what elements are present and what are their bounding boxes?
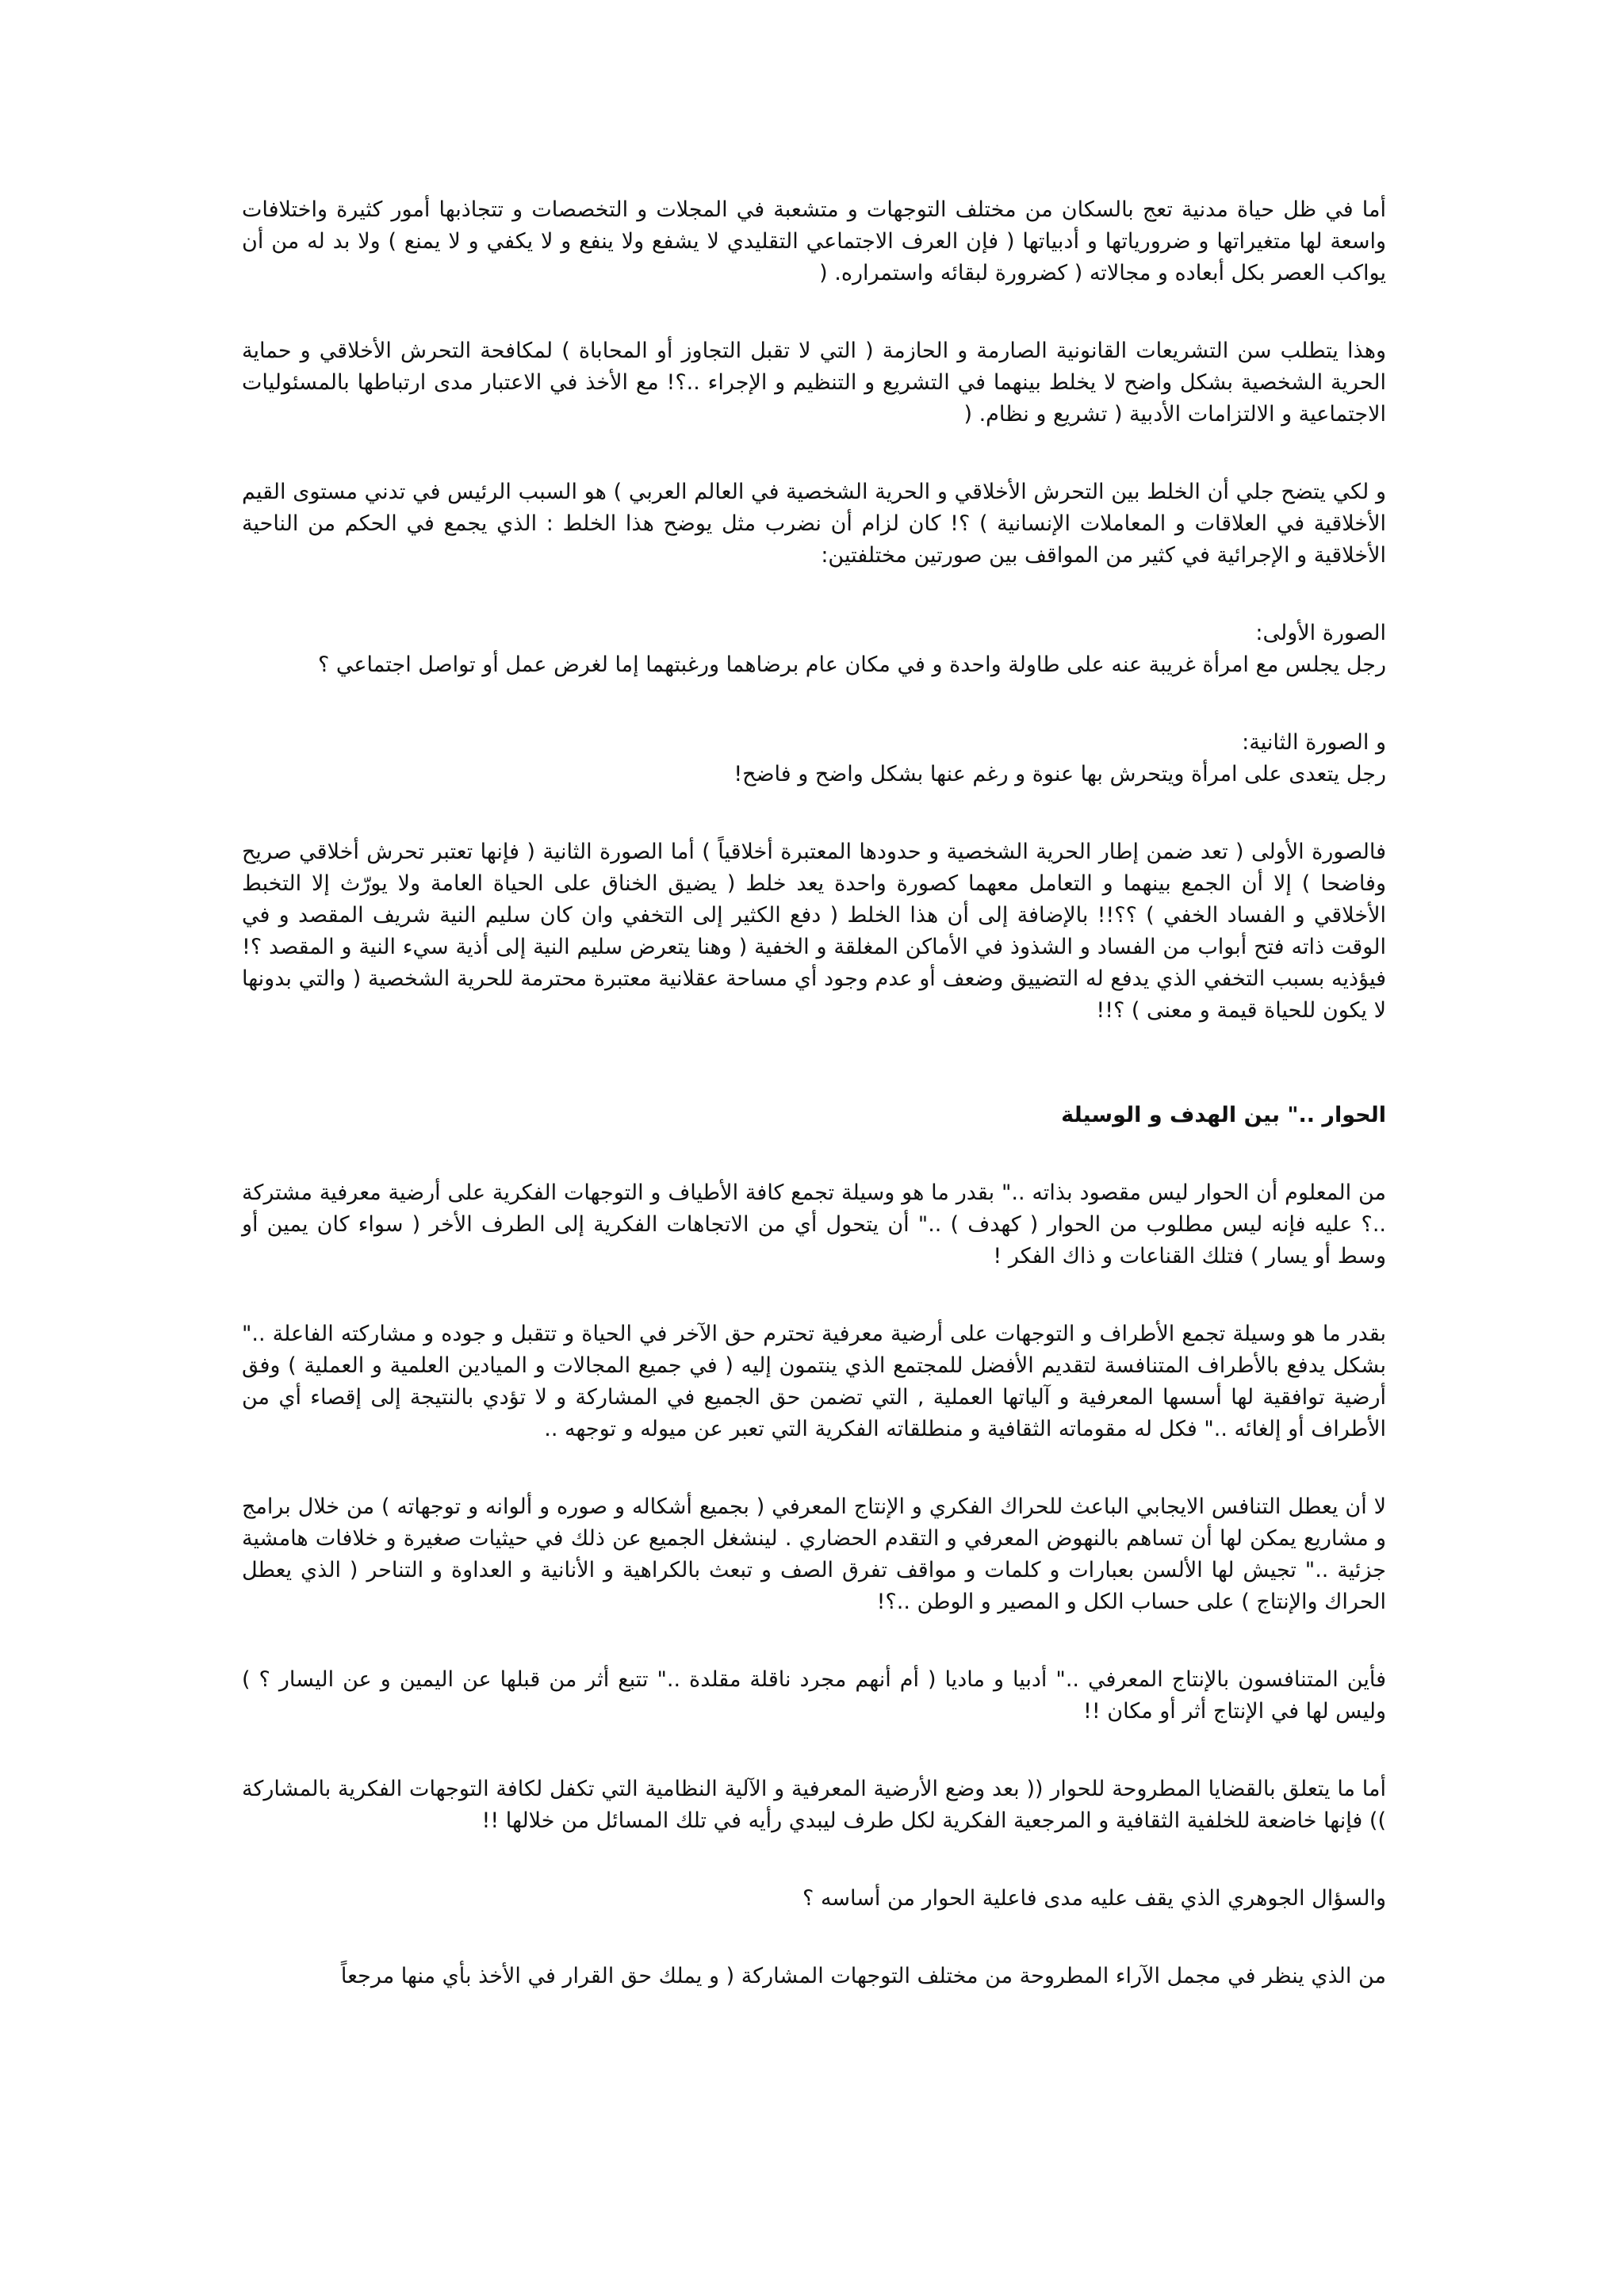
paragraph-key-question: والسؤال الجوهري الذي يقف عليه مدى فاعلية الحوار من أساسه ؟: [802, 1886, 1386, 1911]
first-image-block: [242, 618, 1386, 681]
second-image-block: [242, 727, 1386, 790]
paragraph-comparison: فالصورة الأولى ( تعد ضمن إطار الحرية الشخصية و حدودها المعتبرة أخلاقياً ) أما الصورة الثانية ( فإنها تعتبر تحرش أخلاقي صريح وفاضحا ) إلا أن الجمع بينهما و التعامل معهما كصورة واحدة يعد خلط ( يضيق الخناق على الحياة العامة ولا يورّث إلا التخبط الأخلاقي و الفساد الخفي ) ؟؟!! بالإضافة إلى أن هذا الخلط ( دفع الكثير إلى التخفي وان كان سليم النية شريف المقصد و في الوقت ذاته فتح أبواب من الفساد و الشذوذ في الأماكن المغلقة و الخفية ( وهنا يتعرض سليم النية إلى أذية سيء النية و المقصد ؟! فيؤذيه بسبب التخفي الذي يدفع له التضييق وضعف أو عدم وجود أي مساحة عقلانية معتبرة محترمة للحرية الشخصية ( والتي بدونها لا يكون للحياة قيمة و معنى ) ؟!!: [242, 840, 1386, 1023]
paragraph-decision-maker: من الذي ينظر في مجمل الآراء المطروحة من مختلف التوجهات المشاركة ( و يملك حق القرار في الأخذ بأي منها مرجعاً: [340, 1964, 1386, 1988]
paragraph-dialogue-means: بقدر ما هو وسيلة تجمع الأطراف و التوجهات على أرضية معرفية تحترم حق الآخر في الحياة و تتقبل و جوده و مشاركته الفاعلة .." بشكل يدفع بالأطراف المتنافسة لتقديم الأفضل للمجتمع الذي ينتمون إليه ( في جميع المجالات و الميادين العلمية و العملية ) وفق أرضية توافقية لها أسسها المعرفية و آلياتها العملية , التي تضمن حق الجميع في المشاركة و لا تؤدي بالنتيجة إلى إقصاء أي من الأطراف أو إلغائه .." فكل له مقوماته الثقافية و منطلقاته الفكرية التي تعبر عن ميوله و توجهه ..: [242, 1322, 1386, 1441]
section-heading: الحوار .." بين الهدف و الوسيلة: [1061, 1103, 1386, 1127]
first-image-label: الصورة الأولى:: [1255, 621, 1386, 645]
second-image-text: رجل يتعدى على امرأة ويتحرش بها عنوة و رغم عنها بشكل واضح و فاضح!: [733, 762, 1386, 786]
second-image-label: و الصورة الثانية:: [1242, 730, 1386, 755]
paragraph-urban-life: أما في ظل حياة مدنية تعج بالسكان من مختلف التوجهات و متشعبة في المجلات و التخصصات و تتجاذبها أمور كثيرة واختلافات واسعة لها متغيراتها و ضرورياتها و أدبياتها ( فإن العرف الاجتماعي التقليدي لا يشفع ولا ينفع و لا يكفي و لا يمنع ) ولا بد له من أن يواكب العصر بكل أبعاده و مجالاته ( كضرورة لبقائه واستمراره. (: [242, 197, 1386, 285]
paragraph-dialogue-purpose: من المعلوم أن الحوار ليس مقصود بذاته .." بقدر ما هو وسيلة تجمع كافة الأطياف و التوجهات الفكرية على أرضية معرفية مشتركة ..؟ عليه فإنه ليس مطلوب من الحوار ( كهدف ) .." أن يتحول أي من الاتجاهات الفكرية إلى الطرف الأخر ( سواء كان يمين أو وسط أو يسار ) فتلك القناعات و ذاك الفكر !: [242, 1181, 1386, 1269]
paragraph-competitors: فأين المتنافسون بالإنتاج المعرفي .." أدبيا و ماديا ( أم أنهم مجرد ناقلة مقلدة .." تتبع أثر من قبلها عن اليمين و عن اليسار ؟ ) وليس لها في الإنتاج أثر أو مكان !!: [242, 1667, 1386, 1724]
paragraph-legislation: وهذا يتطلب سن التشريعات القانونية الصارمة و الحازمة ( التي لا تقبل التجاوز أو المحاباة ) لمكافحة التحرش الأخلاقي و حماية الحرية الشخصية بشكل واضح لا يخلط بينهما في التشريع و التنظيم و الإجراء ..؟! مع الأخذ في الاعتبار مدى ارتباطها بالمسئوليات الاجتماعية و الالتزامات الأدبية ( تشريع و نظام. (: [242, 339, 1386, 427]
paragraph-confusion: و لكي يتضح جلي أن الخلط بين التحرش الأخلاقي و الحرية الشخصية في العالم العربي ) هو السبب الرئيس في تدني مستوى القيم الأخلاقية في العلاقات و المعاملات الإنسانية ) ؟! كان لزام أن نضرب مثل يوضح هذا الخلط : الذي يجمع في الحكم من الناحية الأخلاقية و الإجرائية في كثير من المواقف بين صورتين مختلفتين:: [242, 480, 1386, 568]
document-page: [242, 194, 1386, 2038]
paragraph-positive-competition: لا أن يعطل التنافس الايجابي الباعث للحراك الفكري و الإنتاج المعرفي ( بجميع أشكاله و صوره و ألوانه و توجهاته ) من خلال برامج و مشاريع يمكن لها أن تساهم بالنهوض المعرفي و التقدم الحضاري . لينشغل الجميع عن ذلك في حيثيات صغيرة و خلافات هامشية جزئية .." تجيش لها الألسن بعبارات و كلمات و مواقف تفرق الصف و تبعث بالكراهية و الأنانية و العداوة و التناحر ( الذي يعطل الحراك والإنتاج ) على حساب الكل و المصير و الوطن ..؟!: [242, 1494, 1386, 1614]
first-image-text: رجل يجلس مع امرأة غريبة عنه على طاولة واحدة و في مكان عام برضاهما ورغبتهما إما لغرض عمل أو تواصل اجتماعي ؟: [318, 652, 1386, 677]
paragraph-issues: أما ما يتعلق بالقضايا المطروحة للحوار (( بعد وضع الأرضية المعرفية و الآلية النظامية التي تكفل لكافة التوجهات الفكرية بالمشاركة )) فإنها خاضعة للخلفية الثقافية و المرجعية الفكرية لكل طرف ليبدي رأيه في تلك المسائل من خلالها !!: [242, 1777, 1386, 1833]
